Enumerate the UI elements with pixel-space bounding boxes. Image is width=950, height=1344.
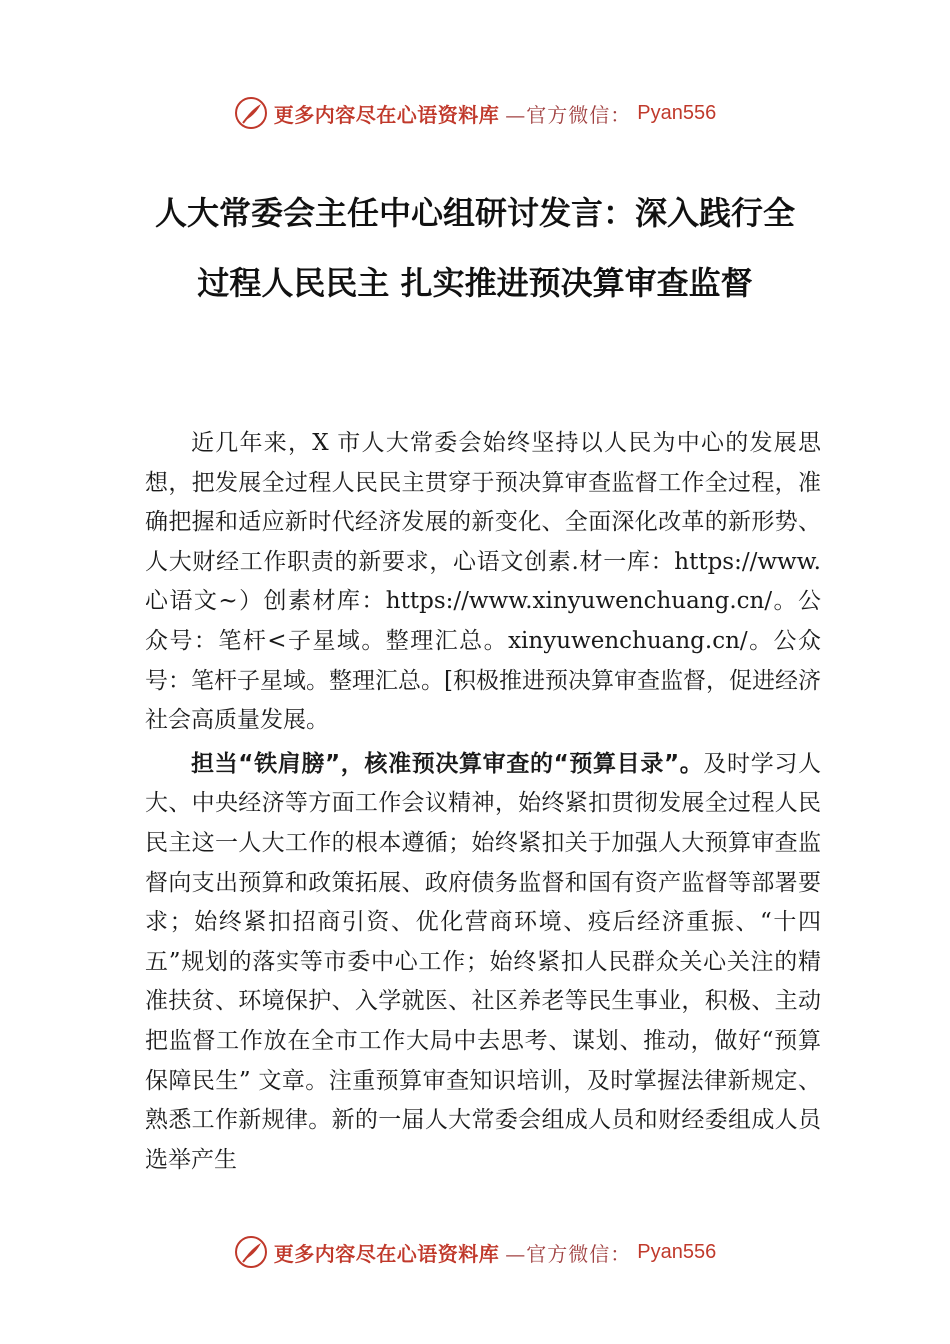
banner-subtitle: —官方微信： (505, 1241, 632, 1266)
paragraph-text: 近几年来，X 市人大常委会始终坚持以人民为中心的发展思想，把发展全过程人民民主贯穿于预决算审查监督工作全过程，准确把握和适应新时代经济发展的新变化、全面深化改革的新形势、人大财经工作职责的新要求，心语文创素.材一库：https://www.心语文~）创素材库：https://www.xinyuwenchuang.cn/。公众号：笔杆<子星域。整理汇总。xinyuwenchuang.cn/。公众号：笔杆子星域。整理汇总。[积极推进预决算审查监督，促进经济社会高质量发展。 (145, 430, 821, 734)
footer-banner (0, 1232, 950, 1272)
paragraph-2 (145, 745, 821, 1181)
quill-logo-icon (234, 96, 268, 130)
quill-logo-icon (234, 1235, 268, 1269)
banner-subtitle: —官方微信： (505, 102, 632, 127)
document-title: 人大常委会主任中心组研讨发言：深入践行全过程人民民主 扎实推进预决算审查监督 (154, 194, 795, 302)
paragraph-lead: 担当“铁肩膀”，核准预决算审查的“预算目录”。 (191, 750, 704, 777)
header-banner (0, 93, 950, 133)
paragraph-text: 及时学习人大、中央经济等方面工作会议精神，始终紧扣贯彻发展全过程人民民主这一人大工作的根本遵循；始终紧扣关于加强人大预算审查监督向支出预算和政策拓展、政府债务监督和国有资产监督等部署要求；始终紧扣招商引资、优化营商环境、疫后经济重振、“十四五”规划的落实等市委中心工作；始终紧扣人民群众关心关注的精准扶贫、环境保护、入学就医、社区养老等民生事业，积极、主动把监督工作放在全市工作大局中去思考、谋划、推动，做好“预算保障民生” 文章。注重预算审查知识培训，及时掌握法律新规定、熟悉工作新规律。新的一届人大常委会组成人员和财经委组成人员选举产生 (145, 750, 822, 1173)
banner-title: 更多内容尽在心语资料库 (273, 1241, 500, 1266)
banner-wechat-id: Pyan556 (637, 101, 717, 124)
banner-title: 更多内容尽在心语资料库 (273, 102, 500, 127)
paragraph-1 (145, 424, 821, 741)
document-body (145, 424, 821, 1180)
banner-wechat-id: Pyan556 (637, 1240, 717, 1263)
